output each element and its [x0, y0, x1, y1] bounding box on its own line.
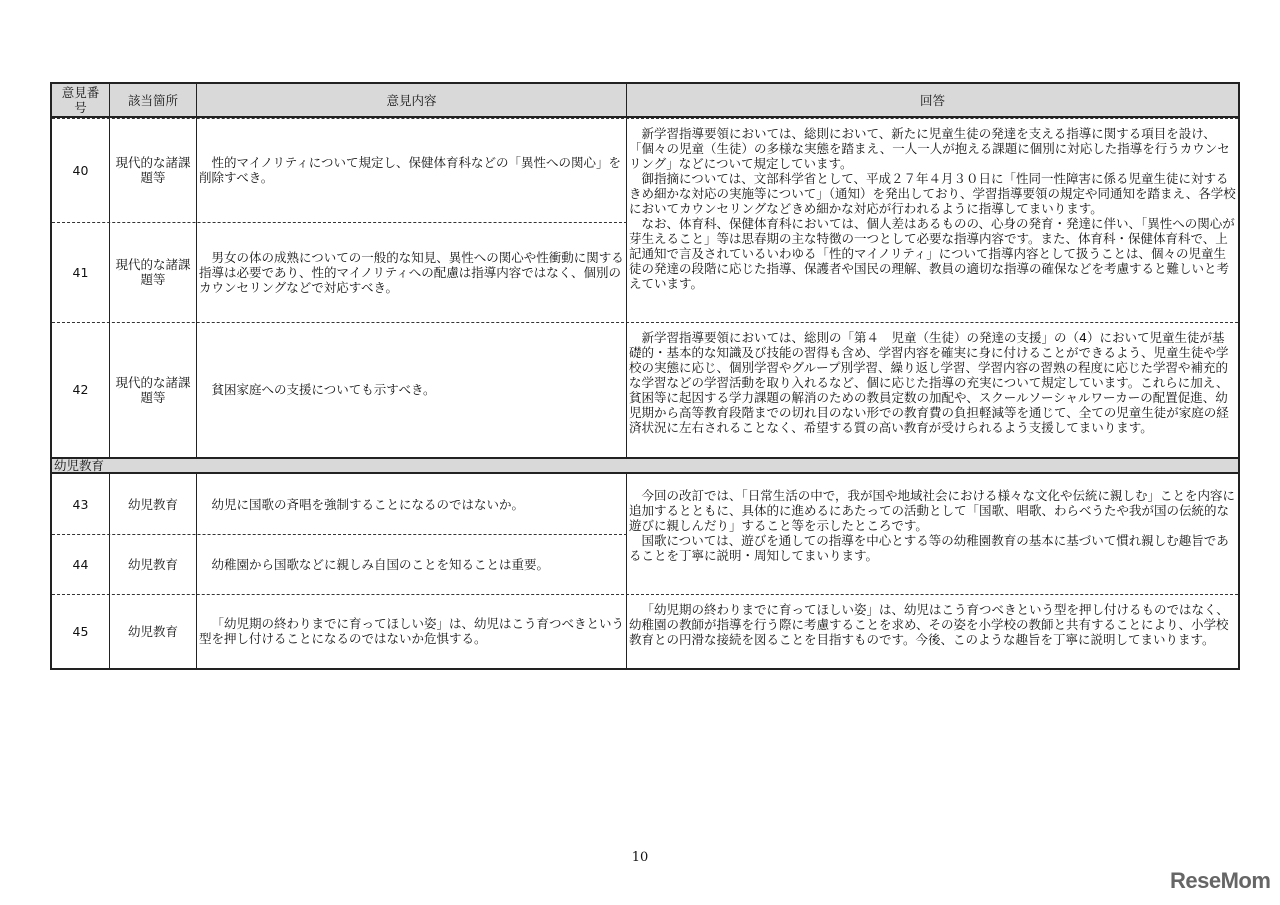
row-place: 幼児教育	[110, 594, 197, 668]
row-no: 40	[52, 118, 110, 222]
row-divider	[52, 534, 627, 535]
row-place: 幼児教育	[110, 534, 197, 594]
answer-43-44	[627, 474, 1238, 594]
opinion-text: 男女の体の成熟についての一般的な知見、異性への関心や性衝動に関する指導は必要であり、性的マイノリティへの配慮は指導内容ではなく、個別のカウンセリングなどで対応すべき。	[199, 249, 624, 295]
opinion-text: 貧困家庭への支援についても示すべき。	[211, 382, 436, 397]
header-answer: 回答	[627, 84, 1238, 118]
answer-45	[627, 594, 1238, 668]
row-no: 43	[52, 474, 110, 534]
row-divider	[52, 222, 627, 223]
row-no: 45	[52, 594, 110, 668]
row-opinion	[197, 474, 627, 534]
header-place: 該当箇所	[110, 84, 197, 118]
answer-paragraph: なお、体育科、保健体育科においては、個人差はあるものの、心身の発育・発達に伴い、「異性への関心が芽生えること」等は思春期の主な特徴の一つとして必要な指導内容です。また、体育科・保健体育科で、上記通知で言及されているいわゆる「性的マイノリティ」について指導内容として扱うことは、個々の児童生徒の発達の段階に応じた指導、保護者や国民の理解、教員の適切な指導の確保などを考慮すると難しいと考えています。	[629, 216, 1235, 291]
row-opinion	[197, 322, 627, 457]
opinion-table	[50, 82, 1240, 670]
answer-40-41	[627, 118, 1238, 322]
row-no: 41	[52, 222, 110, 322]
row-place: 現代的な諸課題等	[110, 222, 197, 322]
page-number: 10	[631, 850, 649, 865]
answer-paragraph: 国歌については、遊びを通しての指導を中心とする等の幼稚園教育の基本に基づいて慣れ親しむ趣旨であることを丁寧に説明・周知してまいります。	[629, 533, 1229, 563]
row-place: 幼児教育	[110, 474, 197, 534]
header-no: 意見番号	[52, 84, 110, 118]
row-opinion	[197, 118, 627, 222]
opinion-text: 幼児に国歌の斉唱を強制することになるのではないか。	[211, 496, 525, 512]
row-place: 現代的な諸課題等	[110, 322, 197, 457]
resemom-logo: ReseMom	[1170, 868, 1271, 893]
row-opinion	[197, 594, 627, 668]
answer-paragraph: 御指摘については、文部科学省として、平成２７年４月３０日に「性同一性障害に係る児童生徒に対するきめ細かな対応の実施等について」（通知）を発出しており、学習指導要領の規定や同通知を踏まえ、各学校においてカウンセリングなどきめ細かな対応が行われるように指導してまいります。	[629, 171, 1236, 216]
answer-paragraph: 新学習指導要領においては、総則において、新たに児童生徒の発達を支える指導に関する項目を設け、「個々の児童（生徒）の多様な実態を踏まえ、一人一人が抱える課題に個別に対応した指導を行うカウンセリング」などについて規定しています。	[629, 126, 1230, 171]
opinion-text: 幼稚園から国歌などに親しみ自国のことを知ることは重要。	[211, 556, 550, 572]
answer-paragraph: 今回の改訂では、「日常生活の中で，我が国や地域社会における様々な文化や伝統に親しむ」ことを内容に追加するとともに、具体的に進めるにあたっての活動として「国歌、唱歌、わらべうたや我が国の伝統的な遊びに親しんだり」すること等を示したところです。	[629, 488, 1236, 533]
section-header: 幼児教育	[52, 457, 1238, 474]
answer-paragraph: 「幼児期の終わりまでに育ってほしい姿」は、幼児はこう育つべきという型を押し付けるものではなく、幼稚園の教師が指導を行う際に考慮することを求め、その姿を小学校の教師と共有することにより、小学校教育との円滑な接続を図ることを目指すものです。今後、このような趣旨を丁寧に説明してまいります。	[629, 602, 1229, 647]
row-divider	[52, 118, 1238, 119]
row-no: 42	[52, 322, 110, 457]
row-opinion	[197, 534, 627, 594]
answer-42	[627, 322, 1238, 457]
header-opinion: 意見内容	[197, 84, 627, 118]
row-opinion	[197, 222, 627, 322]
row-no: 44	[52, 534, 110, 594]
row-place: 現代的な諸課題等	[110, 118, 197, 222]
answer-paragraph: 新学習指導要領においては、総則の「第４ 児童（生徒）の発達の支援」の（4）において児童生徒が基礎的・基本的な知識及び技能の習得も含め、学習内容を確実に身に付けることができるよう、児童生徒や学校の実態に応じ、個別学習やグループ別学習、繰り返し学習、学習内容の習熟の程度に応じた学習や補充的な学習などの学習活動を取り入れるなど、個に応じた指導の充実について規定しています。これらに加え、貧困等に起因する学力課題の解消のための教員定数の加配や、スクールソーシャルワーカーの配置促進、幼児期から高等教育段階までの切れ目のない形での教育費の負担軽減等を通じて、全ての児童生徒が家庭の経済状況に左右されることなく、希望する質の高い教育が受けられるよう支援してまいります。	[629, 330, 1229, 435]
opinion-text: 性的マイノリティについて規定し、保健体育科などの「異性への関心」を削除すべき。	[199, 155, 622, 185]
opinion-text: 「幼児期の終わりまでに育ってほしい姿」は、幼児はこう育つべきという型を押し付けることになるのではないか危惧する。	[199, 616, 625, 646]
